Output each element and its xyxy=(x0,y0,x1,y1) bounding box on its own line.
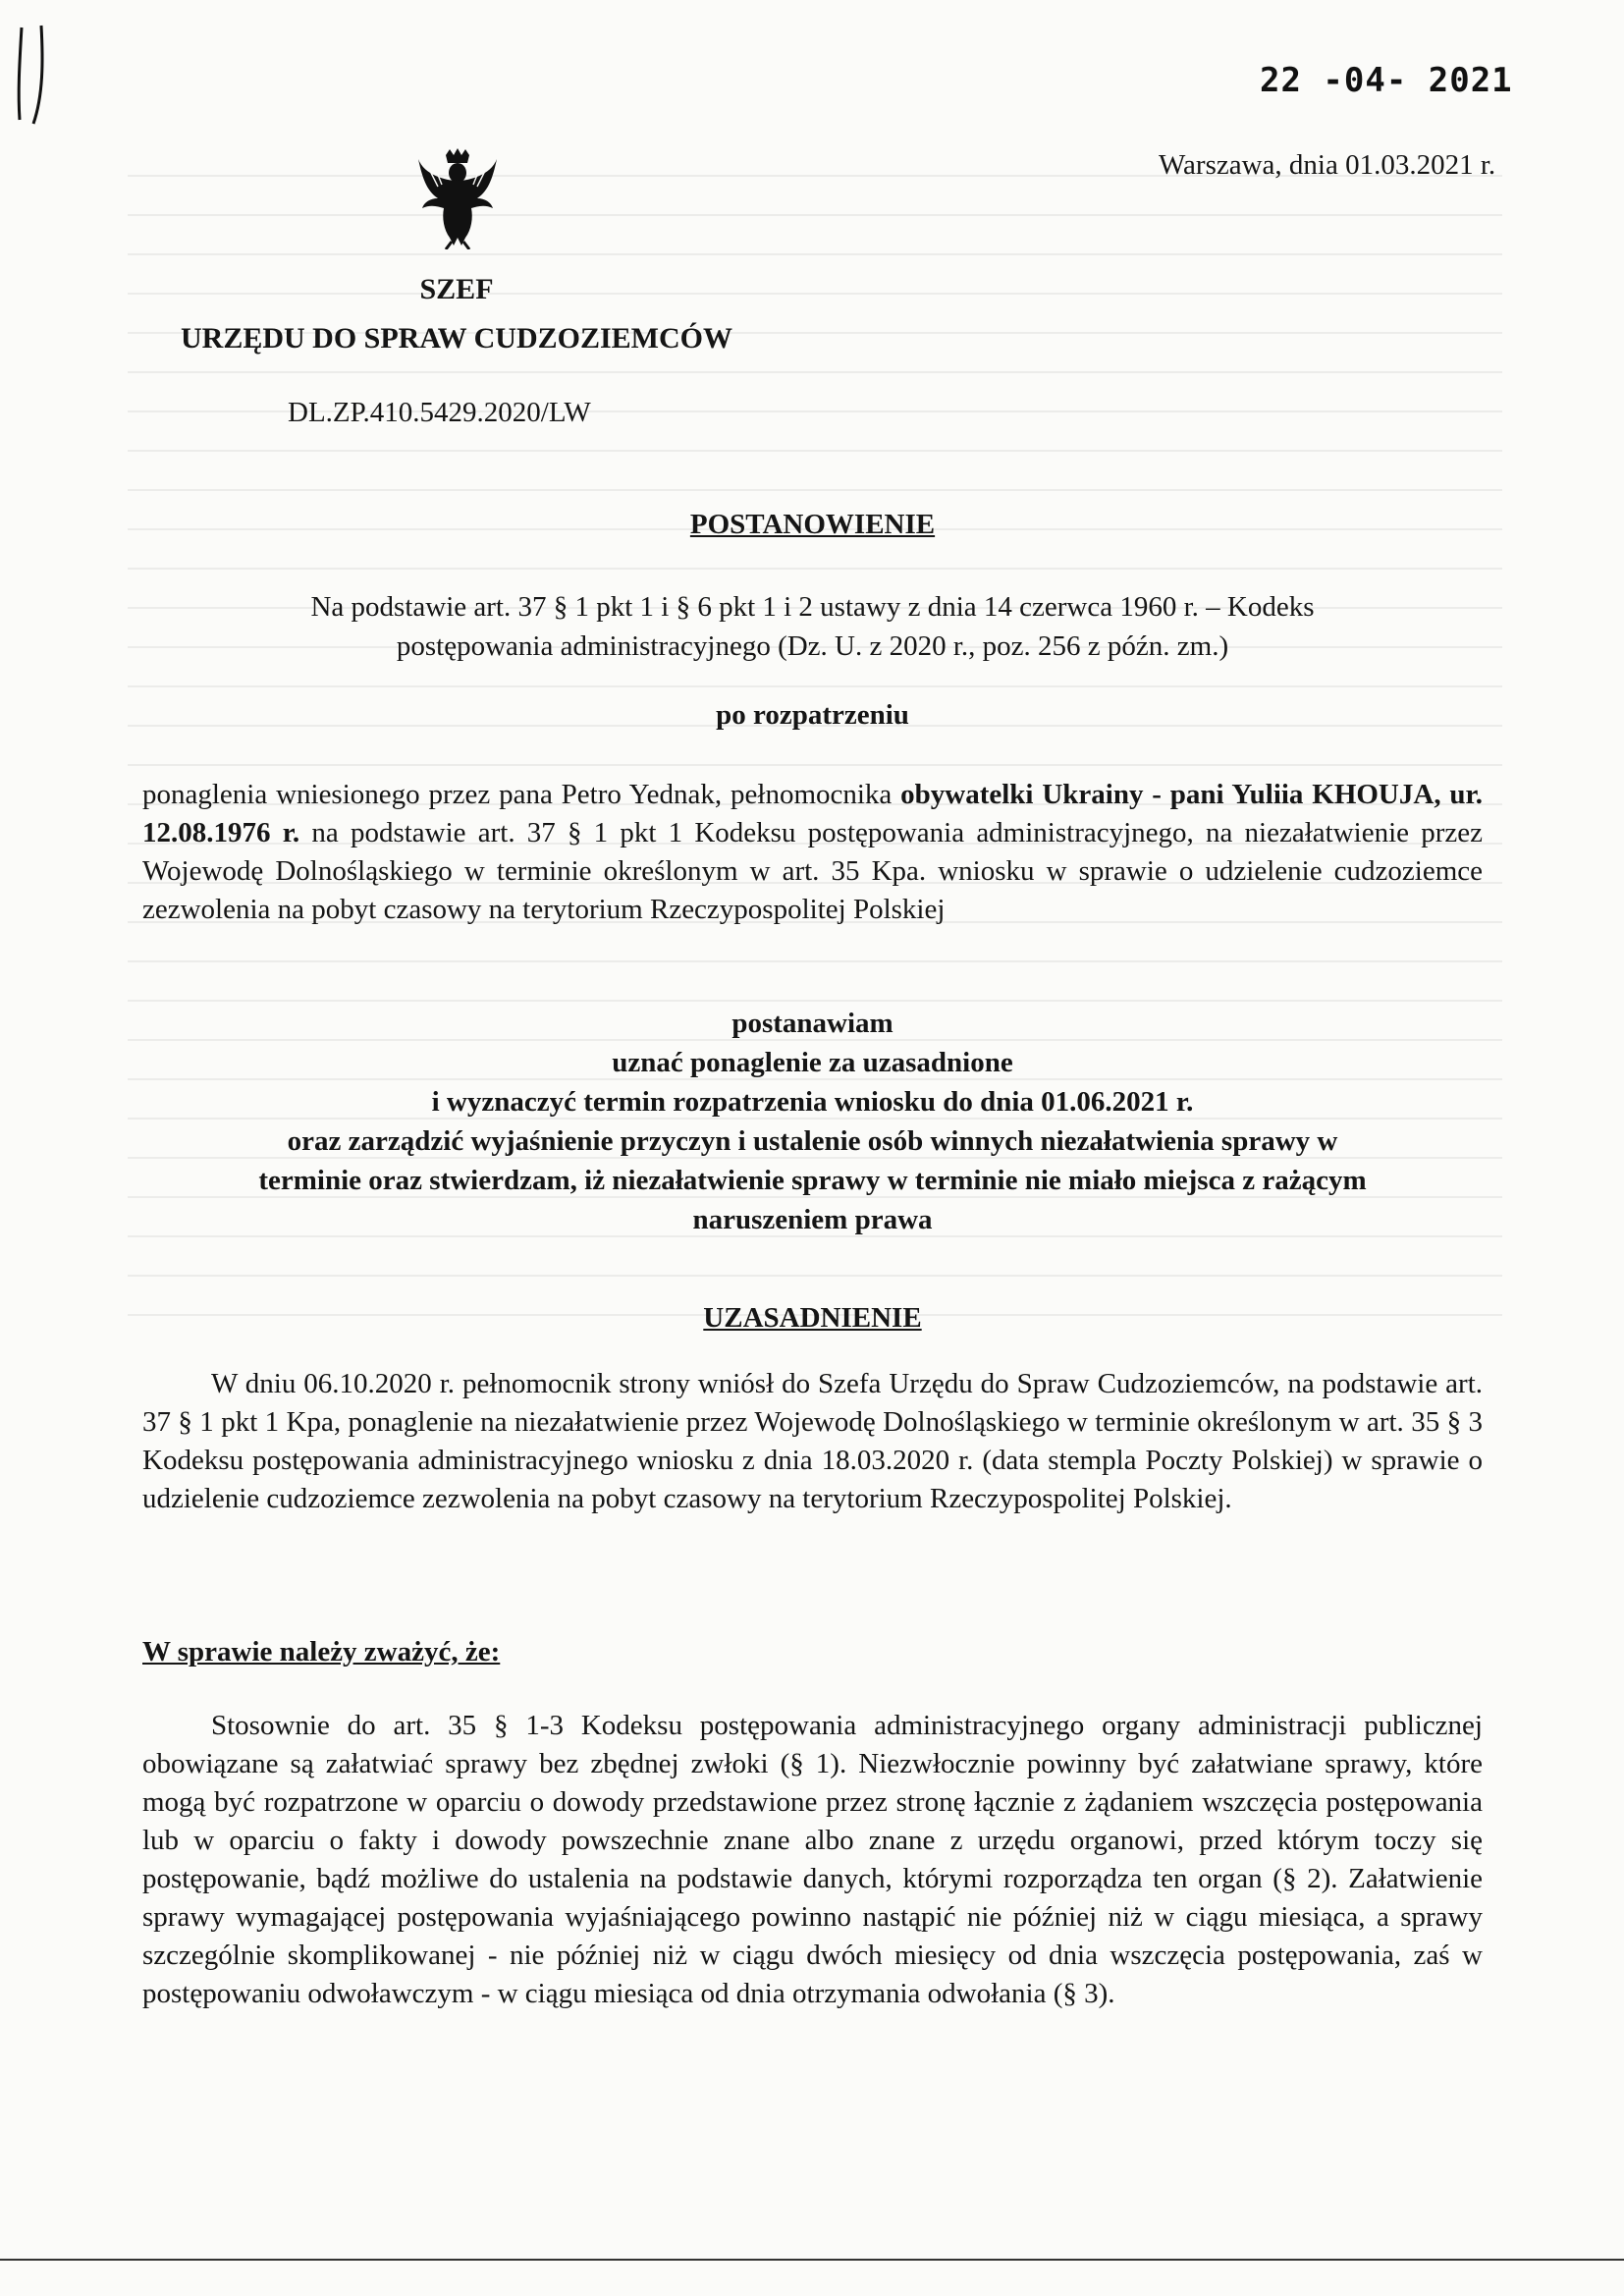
legal-basis-line-2: postępowania administracyjnego (Dz. U. z 2020 r., poz. 256 z późn. zm.) xyxy=(396,630,1229,662)
decision-line-1: uznać ponaglenie za uzasadnione xyxy=(612,1047,1013,1078)
legal-basis-line-1: Na podstawie art. 37 § 1 pkt 1 i § 6 pkt 1 i 2 ustawy z dnia 14 czerwca 1960 r. – Kodeks xyxy=(310,591,1315,623)
polish-eagle-emblem-icon xyxy=(416,147,499,249)
received-date-stamp: 22 -04- 2021 xyxy=(1260,61,1513,100)
case-reference: DL.ZP.410.5429.2020/LW xyxy=(288,397,591,428)
decision-heading: postanawiam xyxy=(731,1008,893,1039)
issuer-office: URZĘDU DO SPRAW CUDZOZIEMCÓW xyxy=(180,322,732,355)
decision-line-4: terminie oraz stwierdzam, iż niezałatwienie sprawy w terminie nie miało miejsca z rażącym xyxy=(258,1165,1367,1196)
complaint-party: obywatelki Ukrainy - pani Yuliia KHOUJA, ur. 12.08.1976 r. xyxy=(142,779,1483,848)
decision-line-3: oraz zarządzić wyjaśnienie przyczyn i ustalenie osób winnych niezałatwienia sprawy w xyxy=(287,1125,1338,1157)
document-title: POSTANOWIENIE xyxy=(689,509,936,540)
considerations-heading: W sprawie należy zważyć, że: xyxy=(142,1636,501,1667)
after-review-heading: po rozpatrzeniu xyxy=(716,699,909,731)
complaint-paragraph xyxy=(142,776,1483,929)
legal-analysis-paragraph: Stosownie do art. 35 § 1-3 Kodeksu postępowania administracyjnego organy administracji publicznej obowiązane są załatwiać sprawy bez zbędnej zwłoki (§ 1). Niezwłocznie powinny być załatwiane sprawy, które mogą być rozpatrzone w oparciu o dowody przedstawione przez stronę łącznie z żądaniem wszczęcia postępowania lub w oparciu o fakty i dowody powszechnie znane albo znane z urzędu organowi, przed którym toczy się postępowanie, bądź możliwe do ustalenia na podstawie danych, którymi rozporządza ten organ (§ 2). Załatwienie sprawy wymagającej postępowania wyjaśniającego powinno nastąpić nie później niż w ciągu miesiąca, a sprawy szczególnie skomplikowanej - nie później niż w ciągu dwóch miesięcy od dnia wszczęcia postępowania, zaś w postępowaniu odwoławczym - w ciągu miesiąca od dnia otrzymania odwołania (§ 3). xyxy=(142,1710,1483,2009)
justification-title: UZASADNIENIE xyxy=(703,1302,922,1334)
decision-line-5: naruszeniem prawa xyxy=(692,1204,933,1235)
issuer-title: SZEF xyxy=(419,273,494,305)
complaint-text-2: na podstawie art. 37 § 1 pkt 1 Kodeksu postępowania administracyjnego, na niezałatwienie przez Wojewodę Dolnośląskiego w terminie określonym w art. 35 Kpa. wniosku w sprawie o udzielenie cudzoziemce zezwolenia na pobyt czasowy na terytorium Rzeczypospolitej Polskiej xyxy=(142,817,1483,925)
complaint-text-1: ponaglenia wniesionego przez pana Petro Yednak, pełnomocnika xyxy=(142,779,901,810)
place-and-date: Warszawa, dnia 01.03.2021 r. xyxy=(1159,149,1496,181)
bottom-scan-edge xyxy=(0,2259,1624,2261)
handwritten-mark-icon xyxy=(14,22,63,130)
decision-line-2: i wyznaczyć termin rozpatrzenia wniosku do dnia 01.06.2021 r. xyxy=(431,1086,1194,1118)
justification-paragraph: W dniu 06.10.2020 r. pełnomocnik strony wniósł do Szefa Urzędu do Spraw Cudzoziemców, na podstawie art. 37 § 1 pkt 1 Kpa, ponaglenie na niezałatwienie przez Wojewodę Dolnośląskiego w terminie określonym w art. 35 § 3 Kodeksu postępowania administracyjnego wniosku z dnia 18.03.2020 r. (data stempla Poczty Polskiej) w sprawie o udzielenie cudzoziemce zezwolenia na pobyt czasowy na terytorium Rzeczypospolitej Polskiej. xyxy=(142,1368,1483,1514)
